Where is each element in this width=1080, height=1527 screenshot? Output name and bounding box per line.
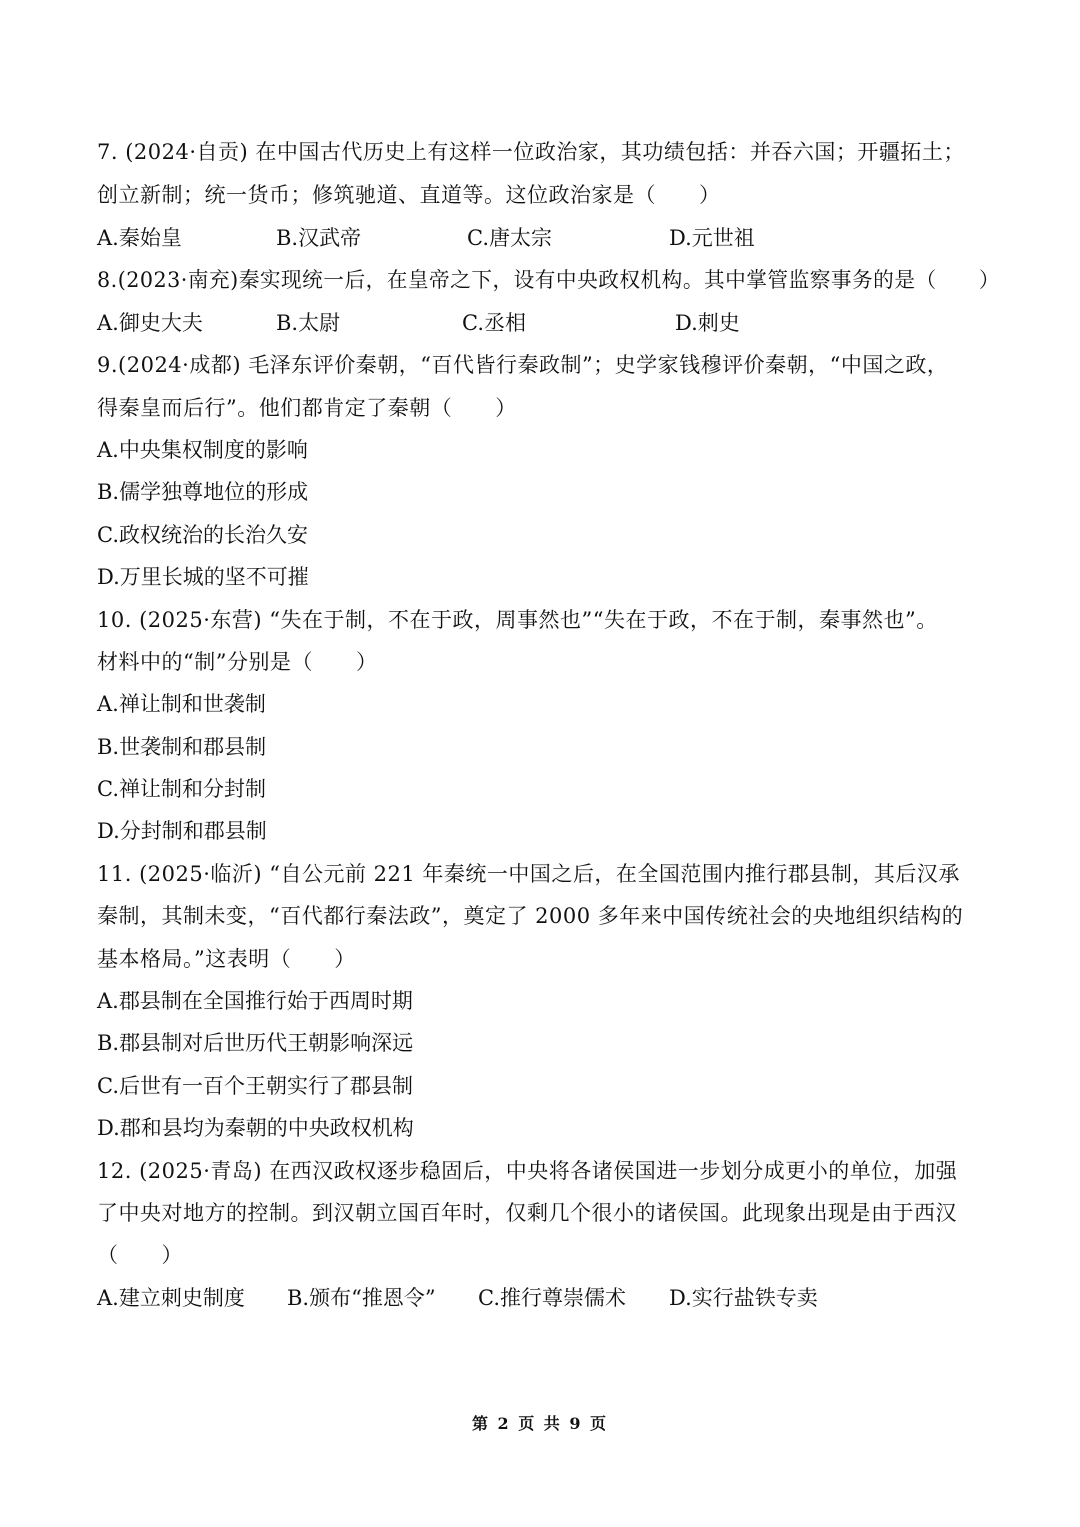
- question-11-option-a: A.郡县制在全国推行始于西周时期: [97, 989, 413, 1013]
- question-9-option-d: D.万里长城的坚不可摧: [97, 565, 309, 589]
- question-7-option-a: A.秦始皇: [97, 226, 182, 250]
- question-12-option-d: D.实行盐铁专卖: [669, 1286, 818, 1310]
- question-7-line-2: 创立新制；统一货币；修筑驰道、直道等。这位政治家是（ ）: [97, 183, 721, 207]
- question-12-option-c: C.推行尊崇儒术: [478, 1286, 626, 1310]
- question-11-line-3: 基本格局。”这表明（ ）: [97, 947, 356, 971]
- question-8-option-a: A.御史大夫: [97, 311, 203, 335]
- question-9-option-b: B.儒学独尊地位的形成: [97, 480, 309, 504]
- question-9-option-c: C.政权统治的长治久安: [97, 523, 308, 547]
- question-9-option-a: A.中央集权制度的影响: [97, 438, 308, 462]
- question-12-option-b: B.颁布“推恩令”: [287, 1286, 436, 1310]
- question-7-option-d: D.元世祖: [669, 226, 755, 250]
- question-12-option-a: A.建立刺史制度: [97, 1286, 245, 1310]
- question-10-line-1: 10. (2025·东营) “失在于制，不在于政，周事然也”“失在于政，不在于制，秦事然也”。: [97, 608, 938, 632]
- question-8-option-c: C.丞相: [462, 311, 526, 335]
- question-7-line-1: 7. (2024·自贡) 在中国古代历史上有这样一位政治家，其功绩包括：并吞六国；开疆拓土；: [97, 140, 965, 164]
- question-12-line-2: 了中央对地方的控制。到汉朝立国百年时，仅剩几个很小的诸侯国。此现象出现是由于西汉: [97, 1201, 957, 1225]
- question-11-option-d: D.郡和县均为秦朝的中央政权机构: [97, 1116, 414, 1140]
- question-8-option-b: B.太尉: [276, 311, 341, 335]
- question-10-line-2: 材料中的“制”分别是（ ）: [97, 650, 378, 674]
- question-7-option-c: C.唐太宗: [467, 226, 552, 250]
- question-9-line-1: 9.(2024·成都) 毛泽东评价秦朝，“百代皆行秦政制”；史学家钱穆评价秦朝，“中国之政，: [97, 353, 949, 377]
- question-9-line-2: 得秦皇而后行”。他们都肯定了秦朝（ ）: [97, 396, 517, 420]
- page-number-footer: 第 2 页 共 9 页: [471, 1414, 609, 1433]
- question-10-option-c: C.禅让制和分封制: [97, 777, 266, 801]
- question-12-line-3: （ ）: [97, 1243, 183, 1267]
- question-11-option-c: C.后世有一百个王朝实行了郡县制: [97, 1074, 413, 1098]
- question-7-option-b: B.汉武帝: [276, 226, 362, 250]
- question-10-option-a: A.禅让制和世袭制: [97, 692, 266, 716]
- question-11-line-1: 11. (2025·临沂) “自公元前 221 年秦统一中国之后，在全国范围内推行郡县制，其后汉承: [97, 862, 960, 886]
- question-12-line-1: 12. (2025·青岛) 在西汉政权逐步稳固后，中央将各诸侯国进一步划分成更小的单位，加强: [97, 1159, 958, 1183]
- question-8-line-1: 8.(2023·南充)秦实现统一后，在皇帝之下，设有中央政权机构。其中掌管监察事务的是（ ）: [97, 268, 1001, 292]
- question-11-line-2: 秦制，其制未变，“百代都行秦法政”，奠定了 2000 多年来中国传统社会的央地组织结构的: [97, 904, 964, 928]
- question-8-option-d: D.刺史: [675, 311, 740, 335]
- question-11-option-b: B.郡县制对后世历代王朝影响深远: [97, 1031, 414, 1055]
- question-10-option-d: D.分封制和郡县制: [97, 819, 267, 843]
- question-10-option-b: B.世袭制和郡县制: [97, 735, 267, 759]
